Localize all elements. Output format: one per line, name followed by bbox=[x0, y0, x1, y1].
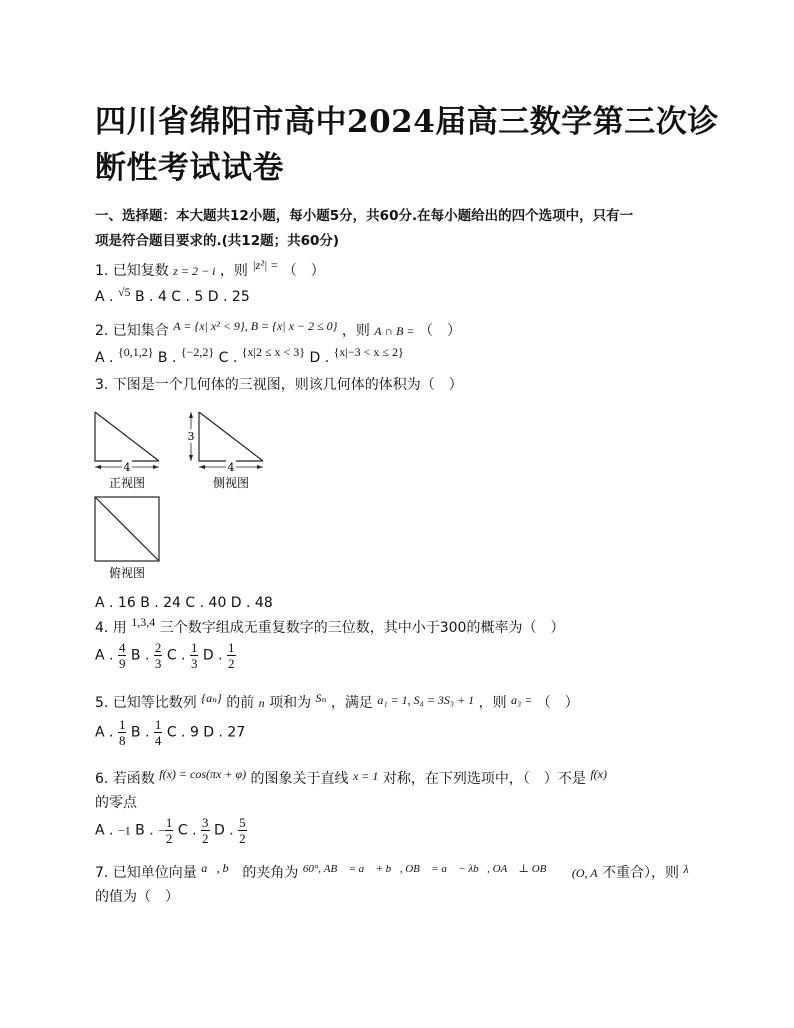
q1-options-rest: B . 4 C . 5 D . 25 bbox=[134, 289, 250, 305]
side-dim-4: 4 bbox=[227, 461, 235, 474]
q6-opt-d-fraction: $\frac{5}{2}$ bbox=[239, 815, 246, 846]
top-view-label: 俯视图 bbox=[108, 566, 146, 580]
q5-opt-b: B . bbox=[130, 724, 150, 741]
q7-stem-c: 不重合），则 bbox=[602, 865, 680, 881]
q2-opt-b-value: {−2,2} bbox=[180, 345, 215, 359]
q4-stem-b: 三个数字组成无重复数字的三位数，其中小于300的概率为（ ） bbox=[159, 620, 565, 636]
front-view-label: 正视图 bbox=[108, 476, 146, 490]
q3-options: A . 16 B . 24 C . 40 D . 48 bbox=[95, 595, 273, 611]
q5-opt-b-fraction: $\frac{1}{4}$ bbox=[154, 717, 162, 748]
top-view bbox=[95, 497, 159, 580]
q5-blank: （ ） bbox=[536, 695, 579, 711]
q4-opt-a: A . bbox=[95, 647, 114, 664]
question-6 bbox=[95, 768, 607, 788]
q1-stem-b: ，则 bbox=[219, 263, 248, 279]
q6-opt-b-fraction: $\frac{1}{2}$ bbox=[165, 815, 173, 846]
q4-opt-c-fraction: $\frac{1}{3}$ bbox=[190, 640, 198, 671]
q7-cond: 60°, AB⃗ = a⃗ + b⃗, OB⃗ = a⃗ − λb⃗, OA⃗ ⊥ OB⃗ bbox=[302, 863, 555, 875]
q6-opt-d: D . bbox=[213, 822, 234, 839]
q2-opt-c-value: {x|2 ≤ x < 3} bbox=[241, 345, 306, 359]
question-5 bbox=[95, 692, 579, 712]
q4-opt-d-fraction: $\frac{1}{2}$ bbox=[228, 640, 235, 671]
q6-opt-c: C . bbox=[177, 822, 197, 839]
q5-stem-d: ，满足 bbox=[330, 695, 373, 711]
q2-expr: A = {x| x² < 9}, B = {x| x − 2 ≤ 0} bbox=[173, 319, 338, 333]
q1-opt-a-value: √5 bbox=[117, 285, 131, 299]
q1-stem-a: 1. 已知复数 bbox=[95, 263, 169, 279]
q6-opt-b: B . bbox=[135, 822, 154, 839]
q7-stem-b: 的夹角为 bbox=[242, 865, 299, 881]
front-dim-4: 4 bbox=[123, 461, 131, 474]
q2-opt-c: C . bbox=[218, 350, 238, 366]
q2-stem-a: 2. 已知集合 bbox=[95, 323, 169, 339]
q2-opt-b: B . bbox=[157, 350, 177, 366]
q5-opt-a: A . bbox=[95, 724, 114, 741]
q6-opt-c-fraction: $\frac{3}{2}$ bbox=[202, 815, 209, 846]
q4-opt-b-fraction: $\frac{2}{3}$ bbox=[154, 640, 162, 671]
q5-options-rest: C . 9 D . 27 bbox=[166, 724, 246, 741]
q4-opt-d: D . bbox=[202, 647, 223, 664]
q1-expr2: |z²| = bbox=[252, 258, 279, 272]
q6-stem-b: 的图象关于直线 bbox=[250, 771, 349, 787]
q5-stem-b: 的前 bbox=[226, 695, 255, 711]
q5-stem-a: 5. 已知等比数列 bbox=[95, 695, 197, 711]
side-view-label: 侧视图 bbox=[212, 476, 250, 490]
q6-stem-d: 的零点 bbox=[95, 795, 137, 811]
question-2 bbox=[95, 320, 461, 340]
q4-opt-c: C . bbox=[166, 647, 186, 664]
q5-seq: {aₙ} bbox=[201, 691, 222, 705]
q5-sn: Sₙ bbox=[315, 691, 327, 705]
q6-line: x = 1 bbox=[352, 769, 379, 783]
three-view-figure bbox=[88, 405, 278, 585]
q5-stem-c: 项和为 bbox=[269, 695, 312, 711]
q4-options bbox=[95, 640, 236, 671]
page-title-line2: 断性考试试卷 bbox=[95, 150, 284, 186]
q1-expr: z = 2 − i bbox=[173, 264, 216, 278]
q5-a3: a₃ = bbox=[511, 693, 533, 707]
q7-stem-d: 的值为（ ） bbox=[95, 889, 179, 905]
q1-opt-a: A . bbox=[95, 289, 114, 305]
q4-digits: 1,3,4 bbox=[131, 615, 156, 629]
q2-stem-b: ，则 bbox=[341, 323, 370, 339]
q2-options bbox=[95, 345, 404, 366]
side-view bbox=[185, 412, 263, 490]
q5-options bbox=[95, 717, 245, 748]
q5-n: n bbox=[258, 696, 265, 710]
question-3: 3. 下图是一个几何体的三视图，则该几何体的体积为（ ） bbox=[95, 377, 463, 393]
q2-opt-d-value: {x|−3 < x ≤ 2} bbox=[333, 345, 404, 359]
question-4 bbox=[95, 617, 564, 637]
q5-stem-e: ，则 bbox=[478, 695, 507, 711]
q6-fx: f(x) bbox=[590, 767, 607, 781]
q6-stem-c: 对称，在下列选项中，（ ）不是 bbox=[382, 771, 586, 787]
q5-opt-a-fraction: $\frac{1}{8}$ bbox=[118, 717, 126, 748]
q1-options bbox=[95, 285, 250, 305]
q7-paren: (O, A bbox=[571, 866, 598, 880]
q1-blank: （ ） bbox=[282, 263, 325, 279]
section-header-line2: 项是符合题目要求的.(共12题；共60分) bbox=[95, 233, 340, 249]
section-header-line1: 一、选择题：本大题共12小题，每小题5分，共60分.在每小题给出的四个选项中，只有一 bbox=[95, 208, 634, 224]
q2-opt-a: A . bbox=[95, 350, 114, 366]
q2-blank: （ ） bbox=[418, 323, 461, 339]
question-1 bbox=[95, 260, 325, 280]
q7-stem-a: 7. 已知单位向量 bbox=[95, 865, 197, 881]
q6-options bbox=[95, 815, 247, 846]
side-dim-3: 3 bbox=[187, 430, 195, 443]
q6-stem-a: 6. 若函数 bbox=[95, 771, 155, 787]
q5-cond: a₁ = 1, S₄ = 3S₃ + 1 bbox=[377, 693, 475, 707]
q6-func: f(x) = cos(πx + φ) bbox=[159, 767, 247, 781]
question-7 bbox=[95, 862, 689, 882]
q4-stem-a: 4. 用 bbox=[95, 620, 127, 636]
q4-opt-b: B . bbox=[130, 647, 150, 664]
q4-opt-a-fraction: $\frac{4}{9}$ bbox=[118, 640, 126, 671]
page-title-line1: 四川省绵阳市高中2024届高三数学第三次诊 bbox=[95, 104, 719, 140]
q7-lambda: λ bbox=[683, 862, 689, 876]
q2-opt-a-value: {0,1,2} bbox=[117, 345, 154, 359]
q6-opt-a-value: −1 bbox=[117, 823, 131, 838]
q7-vecs: a⃗, b⃗ bbox=[201, 861, 238, 875]
front-view bbox=[95, 412, 159, 490]
q6-opt-b-sign: − bbox=[158, 823, 165, 838]
q2-opt-d: D . bbox=[309, 350, 330, 366]
q6-opt-a: A . bbox=[95, 822, 114, 839]
q2-expr2: A ∩ B = bbox=[374, 324, 415, 338]
